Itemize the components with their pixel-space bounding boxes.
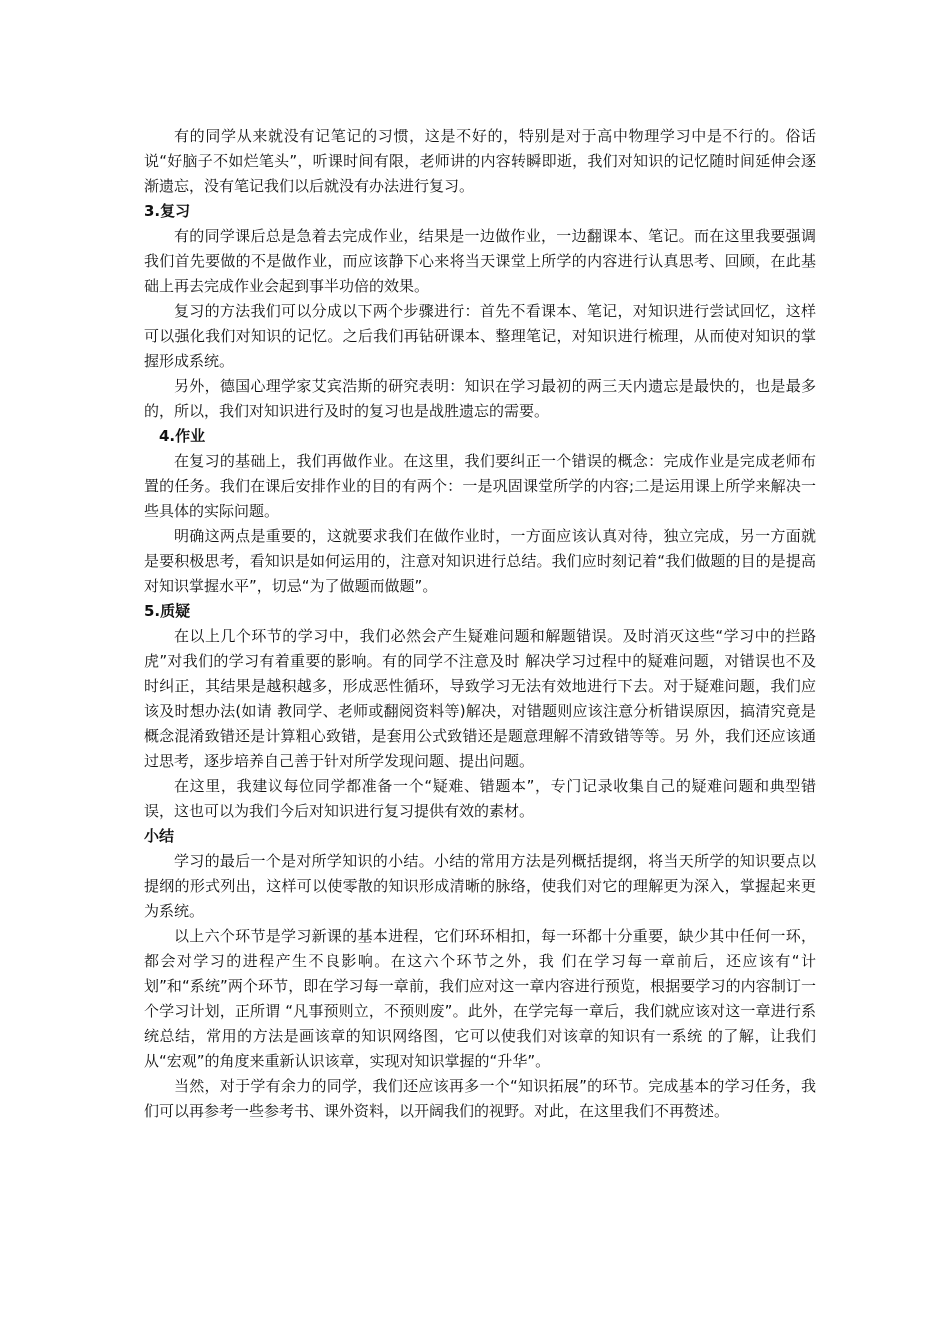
paragraph-knowledge-extension: 当然，对于学有余力的同学，我们还应该再多一个“知识拓展”的环节。完成基本的学习任务，我们可以再参考一些参考书、课外资料，以开阔我们的视野。对此，在这里我们不再赘述。 (144, 1077, 816, 1120)
document-page (144, 124, 816, 1124)
paragraph-review-intro: 有的同学课后总是急着去完成作业，结果是一边做作业，一边翻课本、笔记。而在这里我要强调我们首先要做的不是做作业，而应该静下心来将当天课堂上所学的内容进行认真思考、回顾，在此基础上再去完成作业会起到事半功倍的效果。 (144, 227, 816, 295)
paragraph-homework-purpose: 在复习的基础上，我们再做作业。在这里，我们要纠正一个错误的概念：完成作业是完成老师布置的任务。我们在课后安排作业的目的有两个：一是巩固课堂所学的内容;二是运用课上所学来解决一些具体的实际问题。 (144, 452, 816, 520)
paragraph-questioning: 在以上几个环节的学习中，我们必然会产生疑难问题和解题错误。及时消灭这些“学习中的拦路虎”对我们的学习有着重要的影响。有的同学不注意及时 解决学习过程中的疑难问题，对错误也不及时纠正，其结果是越积越多，形成恶性循环，导致学习无法有效地进行下去。对于疑难问题，我们应该及时想办法(如请 教同学、老师或翻阅资料等)解决，对错题则应该注意分析错误原因，搞清究竟是概念混淆致错还是计算粗心致错，是套用公式致错还是题意理解不清致错等等。另 外，我们还应该通过思考，逐步培养自己善于针对所学发现问题、提出问题。 (144, 627, 816, 770)
section-heading-questioning: 5.质疑 (144, 602, 191, 620)
paragraph-notes-habit: 有的同学从来就没有记笔记的习惯，这是不好的，特别是对于高中物理学习中是不行的。俗话说“好脑子不如烂笔头”，听课时间有限，老师讲的内容转瞬即逝，我们对知识的记忆随时间延伸会逐渐遗忘，没有笔记我们以后就没有办法进行复习。 (144, 127, 816, 195)
paragraph-homework-attitude: 明确这两点是重要的，这就要求我们在做作业时，一方面应该认真对待，独立完成，另一方面就是要积极思考，看知识是如何运用的，注意对知识进行总结。我们应时刻记着“我们做题的目的是提高对知识掌握水平”，切忌“为了做题而做题”。 (144, 527, 816, 595)
paragraph-six-steps: 以上六个环节是学习新课的基本进程，它们环环相扣，每一环都十分重要，缺少其中任何一环，都会对学习的进程产生不良影响。在这六个环节之外，我 们在学习每一章前后，还应该有“计划”和“系统”两个环节，即在学习每一章前，我们应对这一章内容进行预览，根据要学习的内容制订一个学习计划，正所谓 “凡事预则立，不预则废”。此外，在学完每一章后，我们就应该对这一章进行系统总结，常用的方法是画该章的知识网络图，它可以使我们对该章的知识有一系统 的了解，让我们从“宏观”的角度来重新认识该章，实现对知识掌握的“升华”。 (144, 927, 816, 1070)
paragraph-error-notebook: 在这里，我建议每位同学都准备一个“疑难、错题本”，专门记录收集自己的疑难问题和典型错误，这也可以为我们今后对知识进行复习提供有效的素材。 (144, 777, 816, 820)
paragraph-review-method: 复习的方法我们可以分成以下两个步骤进行：首先不看课本、笔记，对知识进行尝试回忆，这样可以强化我们对知识的记忆。之后我们再钻研课本、整理笔记，对知识进行梳理，从而使对知识的掌握形成系统。 (144, 302, 816, 370)
section-heading-summary: 小结 (144, 827, 175, 845)
section-heading-review: 3.复习 (144, 202, 191, 220)
section-heading-homework: 4.作业 (159, 427, 206, 445)
paragraph-ebbinghaus: 另外，德国心理学家艾宾浩斯的研究表明：知识在学习最初的两三天内遗忘是最快的，也是最多的，所以，我们对知识进行及时的复习也是战胜遗忘的需要。 (144, 377, 816, 420)
paragraph-summary-method: 学习的最后一个是对所学知识的小结。小结的常用方法是列概括提纲，将当天所学的知识要点以提纲的形式列出，这样可以使零散的知识形成清晰的脉络，使我们对它的理解更为深入，掌握起来更为系统。 (144, 852, 816, 920)
